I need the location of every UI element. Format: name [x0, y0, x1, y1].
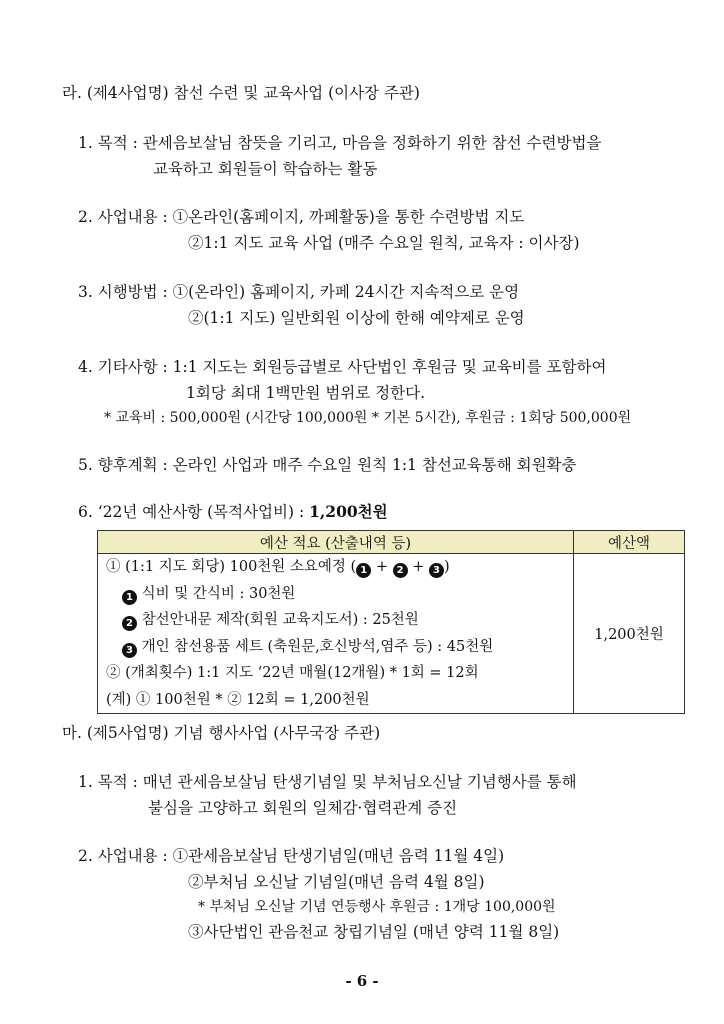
- plan-line: 5. 향후계획 : 온라인 사업과 매주 수요일 원칙 1:1 참선교육통해 회원확충: [78, 456, 577, 474]
- method-line2: ②(1:1 지도) 일반회원 이상에 한해 예약제로 운영: [188, 309, 525, 327]
- ma-content-line2: ②부처님 오신날 기념일(매년 음력 4월 8일): [188, 873, 485, 891]
- close-paren-text: ): [443, 559, 450, 575]
- budget-amount-cell: 1,200천원: [574, 554, 685, 714]
- budget-row-per-session: [98, 554, 573, 581]
- per-session-text: ① (1:1 지도 회당) 100천원 소요예정 (: [106, 559, 357, 575]
- budget-sub-guide: [98, 607, 573, 634]
- budget-title-prefix: 6. ‘22년 예산사항 (목적사업비) :: [78, 503, 310, 521]
- purpose-line2: 교육하고 회원들이 학습하는 활동: [153, 160, 378, 178]
- budget-row-total: (계) ① 100천원 * ② 12회 = 1,200천원: [106, 691, 370, 708]
- budget-header-desc: 예산 적요 (산출내역 등): [98, 531, 574, 554]
- ma-purpose-line1: 1. 목적 : 매년 관세음보살님 탄생기념일 및 부처님오신날 기념행사를 통해: [78, 773, 577, 791]
- budget-sub-food: [98, 581, 573, 608]
- purpose-line1: 1. 목적 : 관세음보살님 참뜻을 기리고, 마음을 정화하기 위한 참선 수련방법을: [78, 134, 602, 152]
- plus-text: +: [407, 559, 429, 575]
- plus-text: +: [371, 559, 393, 575]
- other-line1: 4. 기타사항 : 1:1 지도는 회원등급별로 사단법인 후원금 및 교육비를 포함하여: [78, 358, 607, 376]
- fee-note: * 교육비 : 500,000원 (시간당 100,000원 * 기본 5시간), 후원금 : 1회당 500,000원: [104, 410, 632, 426]
- number-1-icon: 1: [356, 563, 371, 578]
- method-line1: 3. 시행방법 : ①(온라인) 홈페이지, 카페 24시간 지속적으로 운영: [78, 283, 520, 301]
- other-line2: 1회당 최대 1백만원 범위로 정한다.: [186, 384, 426, 402]
- number-3-icon: 3: [429, 563, 444, 578]
- guide-text: 참선안내문 제작(회원 교육지도서) : 25천원: [137, 612, 419, 628]
- budget-title-amount: 1,200천원: [309, 502, 388, 521]
- number-2-icon: 2: [393, 563, 408, 578]
- budget-table: [97, 530, 685, 714]
- budget-header-amount: 예산액: [574, 531, 685, 554]
- number-2-icon: 2: [122, 616, 137, 631]
- number-3-icon: 3: [122, 643, 137, 658]
- budget-sub-supplies: [98, 634, 573, 661]
- ma-content-line3: ③사단법인 관음천교 창립기념일 (매년 양력 11월 8일): [188, 923, 560, 941]
- page-number: - 6 -: [345, 972, 379, 990]
- ma-content-line1: 2. 사업내용 : ①관세음보살님 탄생기념일(매년 음력 11월 4일): [78, 847, 505, 865]
- budget-desc-cell: [98, 554, 574, 714]
- ma-lantern-note: * 부처님 오신날 기념 연등행사 후원금 : 1개당 100,000원: [198, 899, 556, 915]
- budget-row-count: ② (개최횟수) 1:1 지도 ‘22년 매월(12개월) * 1회 = 12회: [106, 665, 479, 681]
- content-line2: ②1:1 지도 교육 사업 (매주 수요일 원칙, 교육자 : 이사장): [188, 234, 580, 252]
- supplies-text: 개인 참선용품 세트 (축원문,호신방석,염주 등) : 45천원: [137, 638, 494, 655]
- section-heading-ma: 마. (제5사업명) 기념 행사사업 (사무국장 주관): [62, 724, 381, 742]
- budget-title: [78, 501, 388, 523]
- section-heading-ra: 라. (제4사업명) 참선 수련 및 교육사업 (이사장 주관): [62, 84, 420, 102]
- content-line1: 2. 사업내용 : ①온라인(홈페이지, 까페활동)을 통한 수련방법 지도: [78, 208, 525, 226]
- number-1-icon: 1: [122, 590, 137, 605]
- ma-purpose-line2: 불심을 고양하고 회원의 일체감·협력관계 증진: [148, 799, 458, 817]
- food-text: 식비 및 간식비 : 30천원: [137, 585, 296, 602]
